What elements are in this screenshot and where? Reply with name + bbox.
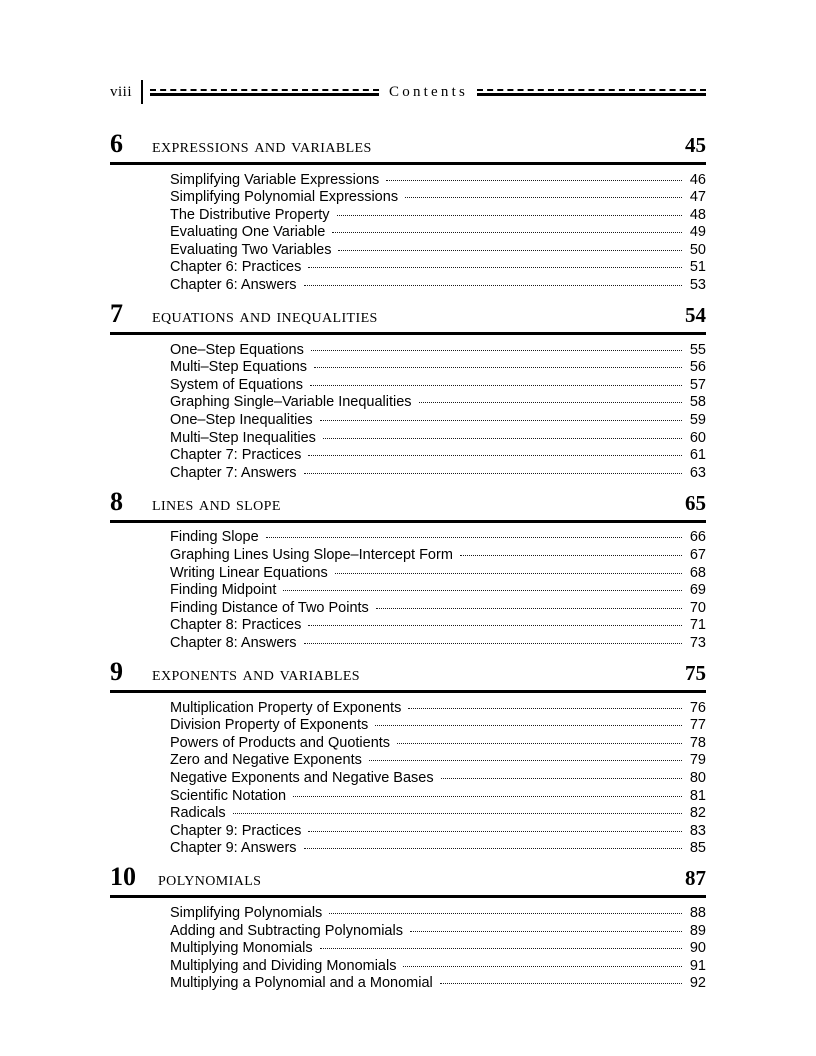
- chapter-block: [110, 864, 706, 990]
- toc-entry[interactable]: [170, 357, 706, 375]
- dot-leader: [329, 902, 682, 917]
- chapter-page-number: 45: [685, 133, 706, 157]
- chapter-number: 7: [110, 299, 123, 329]
- toc-entry[interactable]: [170, 462, 706, 480]
- header-rule-right: [477, 89, 706, 96]
- toc-entry-title: Multiplying Monomials: [170, 940, 313, 957]
- chapter-page-number: 87: [685, 866, 706, 891]
- dot-leader: [338, 239, 682, 254]
- toc-entry-page-number: 79: [689, 752, 706, 769]
- toc-entry-page-number: 88: [689, 904, 706, 921]
- toc-entry-title: Chapter 7: Practices: [170, 447, 302, 464]
- dot-leader: [293, 785, 682, 800]
- toc-entry-title: Negative Exponents and Negative Bases: [170, 769, 434, 786]
- toc-entry-title: Zero and Negative Exponents: [170, 752, 362, 769]
- toc-entry[interactable]: [170, 820, 706, 838]
- dot-leader: [283, 580, 682, 595]
- chapter-title: lines and slope: [152, 492, 281, 515]
- toc-entry[interactable]: [170, 732, 706, 750]
- chapter-heading[interactable]: [110, 131, 706, 161]
- header-title: Contents: [389, 83, 468, 100]
- dot-leader: [308, 615, 682, 630]
- toc-entry-title: Radicals: [170, 805, 226, 822]
- dot-leader: [369, 750, 682, 765]
- header-rule-group: [143, 85, 706, 100]
- toc-entry-page-number: 81: [689, 787, 706, 804]
- dot-leader: [460, 545, 682, 560]
- toc-entry[interactable]: [170, 204, 706, 222]
- toc-entry-page-number: 47: [689, 189, 706, 206]
- toc-entry-title: Chapter 6: Practices: [170, 259, 302, 276]
- chapter-number: 10: [110, 862, 136, 892]
- toc-entry-page-number: 80: [689, 769, 706, 786]
- toc-entry[interactable]: [170, 803, 706, 821]
- toc-entry-title: Multiplying and Dividing Monomials: [170, 957, 397, 974]
- dot-leader: [311, 339, 682, 354]
- toc-entry[interactable]: [170, 275, 706, 293]
- toc-entry-title: Simplifying Variable Expressions: [170, 171, 380, 188]
- dot-leader: [308, 257, 682, 272]
- toc-entry-title: Finding Midpoint: [170, 582, 277, 599]
- chapter-rule: [110, 520, 706, 523]
- folio-page-number: viii: [110, 83, 133, 100]
- toc-entry[interactable]: [170, 632, 706, 650]
- chapter-title: exponents and variables: [152, 663, 360, 686]
- dot-leader: [440, 973, 682, 988]
- chapter-entry-list: [110, 337, 706, 480]
- toc-entry-page-number: 61: [689, 447, 706, 464]
- toc-entry[interactable]: [170, 257, 706, 275]
- toc-entry-title: Simplifying Polynomial Expressions: [170, 189, 399, 206]
- toc-entry-title: Adding and Subtracting Polynomials: [170, 922, 403, 939]
- chapter-number: 6: [110, 129, 123, 158]
- chapter-block: [110, 301, 706, 489]
- chapter-entry-list: [110, 525, 706, 650]
- toc-entry-title: Multi–Step Inequalities: [170, 429, 316, 446]
- chapter-page-number: 54: [685, 303, 706, 328]
- chapter-number: 8: [110, 486, 123, 516]
- toc-entry-title: Powers of Products and Quotients: [170, 734, 391, 751]
- toc-entry[interactable]: [170, 580, 706, 598]
- toc-entry[interactable]: [170, 767, 706, 785]
- dot-leader: [320, 938, 682, 953]
- toc-entry[interactable]: [170, 445, 706, 463]
- toc-entry[interactable]: [170, 955, 706, 973]
- dot-leader: [408, 697, 682, 712]
- toc-entry-title: Multiplying a Polynomial and a Monomial: [170, 975, 433, 992]
- toc-entry[interactable]: [170, 545, 706, 563]
- toc-entry[interactable]: [170, 973, 706, 991]
- toc-entry-page-number: 92: [689, 975, 706, 992]
- toc-entry[interactable]: [170, 427, 706, 445]
- toc-entry[interactable]: [170, 920, 706, 938]
- toc-entry-page-number: 82: [689, 805, 706, 822]
- dot-leader: [323, 427, 682, 442]
- toc-entry-title: Chapter 9: Answers: [170, 840, 297, 857]
- toc-entry-page-number: 73: [689, 634, 706, 651]
- toc-entry-page-number: 59: [689, 412, 706, 429]
- toc-entry[interactable]: [170, 838, 706, 856]
- toc-entry[interactable]: [170, 374, 706, 392]
- dot-leader: [233, 803, 682, 818]
- toc-entry-title: Evaluating One Variable: [170, 224, 326, 241]
- chapter-block: [110, 131, 706, 301]
- toc-entry[interactable]: [170, 339, 706, 357]
- toc-entry-page-number: 56: [689, 359, 706, 376]
- toc-entry-title: One–Step Inequalities: [170, 412, 313, 429]
- toc-entry[interactable]: [170, 697, 706, 715]
- toc-entry-title: Simplifying Polynomials: [170, 904, 323, 921]
- toc-entry-page-number: 77: [689, 717, 706, 734]
- toc-entry-page-number: 50: [689, 241, 706, 258]
- chapter-heading[interactable]: [110, 659, 706, 689]
- toc-entry-page-number: 53: [689, 277, 706, 294]
- chapter-rule: [110, 895, 706, 898]
- toc-entry-title: The Distributive Property: [170, 206, 330, 223]
- toc-entry-page-number: 91: [689, 957, 706, 974]
- toc-entry-page-number: 55: [689, 341, 706, 358]
- page-header: [110, 78, 706, 106]
- toc-entry-page-number: 76: [689, 699, 706, 716]
- toc-entry-title: Finding Slope: [170, 529, 259, 546]
- dot-leader: [308, 445, 682, 460]
- toc-entry-title: One–Step Equations: [170, 341, 304, 358]
- toc-entry[interactable]: [170, 239, 706, 257]
- dot-leader: [304, 462, 682, 477]
- dot-leader: [304, 275, 682, 290]
- toc-entry-title: Chapter 8: Answers: [170, 634, 297, 651]
- toc-entry-page-number: 83: [689, 822, 706, 839]
- dot-leader: [335, 562, 682, 577]
- toc-entry-title: Chapter 6: Answers: [170, 277, 297, 294]
- toc-entry-title: Division Property of Exponents: [170, 717, 369, 734]
- dot-leader: [310, 374, 682, 389]
- toc-entry-page-number: 57: [689, 376, 706, 393]
- chapter-entry-list: [110, 900, 706, 990]
- toc-entry-title: System of Equations: [170, 376, 303, 393]
- toc-entry-page-number: 85: [689, 840, 706, 857]
- chapter-page-number: 75: [685, 661, 706, 686]
- dot-leader: [337, 204, 682, 219]
- toc-entry[interactable]: [170, 562, 706, 580]
- toc-entry-page-number: 78: [689, 734, 706, 751]
- toc-entry-page-number: 66: [689, 529, 706, 546]
- toc-entry-page-number: 46: [689, 171, 706, 188]
- toc-entry-page-number: 63: [689, 464, 706, 481]
- toc-entry-title: Multiplication Property of Exponents: [170, 699, 402, 716]
- chapter-page-number: 65: [685, 490, 706, 515]
- chapter-entry-list: [110, 167, 706, 292]
- dot-leader: [320, 410, 682, 425]
- table-of-contents: [110, 131, 706, 990]
- chapter-block: [110, 659, 706, 864]
- chapter-title: expressions and variables: [152, 135, 372, 157]
- toc-entry-title: Chapter 7: Answers: [170, 464, 297, 481]
- toc-entry-page-number: 89: [689, 922, 706, 939]
- toc-entry-page-number: 58: [689, 394, 706, 411]
- toc-entry-page-number: 49: [689, 224, 706, 241]
- toc-entry-page-number: 69: [689, 582, 706, 599]
- toc-entry-page-number: 60: [689, 429, 706, 446]
- dot-leader: [266, 527, 682, 542]
- toc-entry[interactable]: [170, 222, 706, 240]
- dot-leader: [308, 820, 682, 835]
- toc-entry-title: Evaluating Two Variables: [170, 241, 332, 258]
- toc-entry-title: Writing Linear Equations: [170, 564, 328, 581]
- toc-entry[interactable]: [170, 597, 706, 615]
- toc-entry-title: Chapter 8: Practices: [170, 617, 302, 634]
- header-rule-left: [150, 89, 379, 96]
- dot-leader: [375, 715, 682, 730]
- toc-entry[interactable]: [170, 410, 706, 428]
- toc-entry-title: Finding Distance of Two Points: [170, 599, 369, 616]
- toc-entry[interactable]: [170, 527, 706, 545]
- toc-entry-title: Graphing Lines Using Slope–Intercept Form: [170, 547, 453, 563]
- toc-entry-page-number: 67: [689, 547, 706, 563]
- toc-entry-title: Graphing Single–Variable Inequalities: [170, 394, 412, 411]
- toc-entry-page-number: 70: [689, 599, 706, 616]
- dot-leader: [410, 920, 682, 935]
- toc-entry[interactable]: [170, 392, 706, 410]
- toc-entry-page-number: 48: [689, 206, 706, 223]
- toc-entry[interactable]: [170, 715, 706, 733]
- toc-entry[interactable]: [170, 902, 706, 920]
- dot-leader: [397, 732, 682, 747]
- dot-leader: [314, 357, 682, 372]
- chapter-title: polynomials: [158, 868, 262, 891]
- chapter-heading[interactable]: [110, 486, 706, 519]
- toc-entry-title: Scientific Notation: [170, 787, 287, 804]
- dot-leader: [441, 767, 682, 782]
- toc-entry[interactable]: [170, 750, 706, 768]
- toc-entry[interactable]: [170, 938, 706, 956]
- dot-leader: [403, 955, 682, 970]
- chapter-number: 9: [110, 657, 123, 687]
- toc-entry[interactable]: [170, 169, 706, 187]
- toc-entry[interactable]: [170, 187, 706, 205]
- chapter-rule: [110, 332, 706, 335]
- toc-entry-page-number: 51: [689, 259, 706, 276]
- toc-entry-title: Chapter 9: Practices: [170, 822, 302, 839]
- dot-leader: [332, 222, 682, 237]
- chapter-heading[interactable]: [110, 301, 706, 331]
- dot-leader: [419, 392, 682, 407]
- chapter-rule: [110, 162, 706, 165]
- chapter-heading[interactable]: [110, 864, 706, 894]
- chapter-rule: [110, 690, 706, 693]
- toc-entry[interactable]: [170, 615, 706, 633]
- dot-leader: [386, 169, 682, 184]
- toc-entry[interactable]: [170, 785, 706, 803]
- toc-entry-page-number: 68: [689, 564, 706, 581]
- chapter-entry-list: [110, 695, 706, 855]
- dot-leader: [376, 597, 682, 612]
- dot-leader: [405, 187, 682, 202]
- chapter-title: equations and inequalities: [152, 305, 378, 328]
- chapter-block: [110, 486, 706, 659]
- toc-entry-page-number: 90: [689, 940, 706, 957]
- dot-leader: [304, 632, 682, 647]
- toc-entry-title: Multi–Step Equations: [170, 359, 308, 376]
- dot-leader: [304, 838, 682, 853]
- toc-entry-page-number: 71: [689, 617, 706, 634]
